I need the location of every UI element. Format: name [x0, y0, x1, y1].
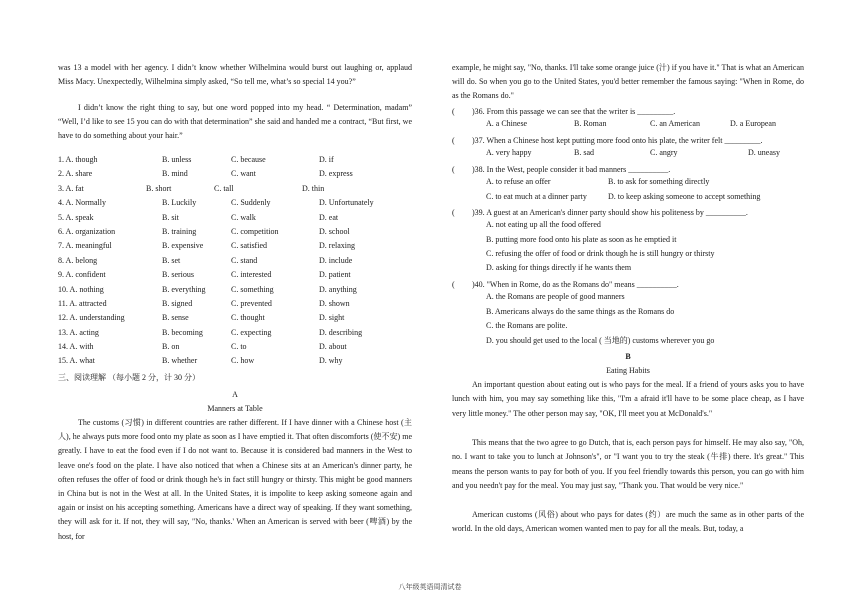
cloze-intro-p1-text: was 13 a model with her agency. I didn’t know whether Wilhelmina would burst out laughing or, applaud Miss Macy. Unexpectedly, Wilhelmina simply asked, “So tell me, what’s so special 14 you?”: [58, 63, 412, 86]
option-b: B. sit: [162, 212, 179, 222]
option-c: C. competition: [231, 226, 279, 236]
choice-c[interactable]: C. refusing the offer of food or drink though he is still hungry or thirsty: [486, 248, 715, 258]
option-row: [58, 239, 412, 253]
option-c: C. satisfied: [231, 241, 267, 251]
choice-d[interactable]: D. uneasy: [748, 148, 780, 158]
choice-d[interactable]: D. to keep asking someone to accept something: [608, 191, 761, 201]
choice-c[interactable]: C. to eat much at a dinner party: [486, 191, 587, 201]
option-row: [58, 268, 412, 282]
option-a: 1. A. though: [58, 155, 98, 164]
option-row: [58, 326, 412, 340]
question-stem: )37. When a Chinese host kept putting more food onto his plate, the writer felt _________.: [472, 136, 763, 145]
choice-a[interactable]: A. to refuse an offer: [486, 177, 551, 187]
passage-b-title: Eating Habits: [606, 366, 650, 375]
option-a: 15. A. what: [58, 356, 95, 366]
option-c: C. prevented: [231, 298, 272, 308]
option-a: 11. A. attracted: [58, 298, 107, 308]
question-39: [452, 206, 804, 277]
choice-a[interactable]: A. a Chinese: [486, 119, 528, 129]
option-b: B. unless: [162, 155, 192, 164]
answer-bracket[interactable]: (: [452, 165, 455, 174]
option-d: D. school: [319, 226, 350, 236]
option-a: 4. A. Normally: [58, 198, 106, 208]
option-row: [58, 182, 412, 196]
choice-b[interactable]: B. Americans always do the same things as the Romans do: [486, 306, 675, 316]
passage-a-letter: A: [232, 390, 238, 399]
option-a: 10. A. nothing: [58, 284, 104, 294]
section-heading: 三、阅读理解 （每小题 2 分，计 30 分）: [58, 373, 200, 382]
option-c: C. stand: [231, 255, 258, 265]
option-c: C. how: [231, 356, 255, 366]
option-row: [58, 254, 412, 268]
option-a: 9. A. confident: [58, 270, 106, 280]
option-b: B. short: [146, 183, 172, 193]
option-a: 5. A. speak: [58, 212, 94, 222]
choice-b[interactable]: B. sad: [574, 148, 594, 158]
option-d: D. about: [319, 342, 347, 352]
option-row: [58, 211, 412, 225]
choice-c[interactable]: C. an American: [650, 119, 700, 129]
option-c: C. thought: [231, 313, 265, 323]
option-row: [58, 354, 412, 368]
option-b: B. serious: [162, 270, 194, 280]
option-d: D. sight: [319, 313, 345, 323]
choice-a[interactable]: A. not eating up all the food offered: [486, 220, 601, 230]
passage-b-p1: An important question about eating out is who pays for the meal. If a friend of yours asks you to have lunch with him, you may say something like this, "I'm a afraid it'll have to be some place cheap, as I have very little money." The other person may say, "OK, I'll meet you at McDonald's.": [452, 380, 804, 418]
choice-d[interactable]: D. you should get used to the local ( 当地的) customs wherever you go: [486, 336, 715, 346]
option-row: [58, 297, 412, 311]
option-d: D. Unfortunately: [319, 198, 374, 208]
question-stem: )39. A guest at an American's dinner party should show his politeness by __________.: [472, 208, 748, 217]
option-a: 7. A. meaningful: [58, 241, 112, 251]
option-b: B. set: [162, 255, 181, 265]
choice-row: [452, 192, 804, 206]
option-a: 2. A. share: [58, 169, 93, 179]
question-stem: )36. From this passage we can see that the writer is _________.: [472, 107, 676, 116]
option-b: B. mind: [162, 169, 188, 179]
passage-b-p3: American customs (风俗) about who pays for dates (约）are much the same as in other parts of the world. In the old days, American women wanted men to pay for all the meals. But, today, a: [452, 510, 804, 534]
option-c: C. because: [231, 155, 266, 164]
option-b: B. everything: [162, 284, 206, 294]
option-c: C. expecting: [231, 327, 272, 337]
choice-row: [452, 148, 804, 162]
option-c: C. Suddenly: [231, 198, 271, 208]
option-a: 12. A. understanding: [58, 313, 125, 323]
option-d: D. describing: [319, 327, 363, 337]
answer-bracket[interactable]: (: [452, 136, 455, 145]
option-b: B. signed: [162, 298, 193, 308]
option-a: 6. A. organization: [58, 226, 116, 236]
option-a: 3. A. fat: [58, 183, 84, 193]
cloze-intro-p2: [58, 101, 412, 143]
choice-row: [452, 177, 804, 191]
choice-a[interactable]: A. the Romans are people of good manners: [486, 292, 625, 302]
question-40: [452, 278, 804, 349]
question-37: [452, 134, 804, 163]
option-b: B. Luckily: [162, 198, 197, 208]
option-row: [58, 167, 412, 181]
option-d: D. relaxing: [319, 241, 355, 251]
option-b: B. whether: [162, 356, 198, 366]
option-row: [58, 311, 412, 325]
cloze-intro-p1: [58, 61, 412, 89]
option-b: B. training: [162, 226, 197, 236]
option-d: D. eat: [319, 212, 339, 222]
option-d: D. thin: [302, 183, 325, 193]
passage-a-body: The customs (习惯) in different countries are rather different. If I have dinner with a Chinese host (主人), he always puts more food onto my plate as soon as I have emptied it. That often discomforts (使不安) me greatly. I have to eat the food even if I do not want to. Because it is considered bad manners in the West to leave one's food on the plate. I have also noticed that when a Chinese sits at an American's dinner party, he often refuses the offer of food or drink though he's in fact still hungry or thirsty. This might be good manners in China but is not in the West at all. In the United States, it is impolite to keep asking someone again and again or insist on his accepting something. Americans have a direct way of speaking. If they want something, they will ask for it. If not, they will say, "No, thanks.' When an American is served with beer (啤酒) by the host, for: [58, 418, 412, 541]
page-footer: 八年级英语周清试卷: [398, 583, 462, 591]
answer-bracket[interactable]: (: [452, 280, 455, 289]
option-row: [58, 283, 412, 297]
choice-b[interactable]: B. putting more food onto his plate as soon as he emptied it: [486, 234, 677, 244]
choice-a[interactable]: A. very happy: [486, 148, 532, 158]
option-d: D. express: [319, 169, 353, 179]
option-b: B. becoming: [162, 327, 203, 337]
passage-b-letter: B: [625, 352, 631, 361]
question-stem: )38. In the West, people consider it bad manners __________.: [472, 165, 671, 174]
choice-b[interactable]: B. to ask for something directly: [608, 177, 710, 187]
choice-d[interactable]: D. asking for things directly if he wants them: [486, 263, 632, 273]
choice-c[interactable]: C. the Romans are polite.: [486, 320, 568, 330]
choice-c[interactable]: C. angry: [650, 148, 678, 158]
choice-row: [452, 119, 804, 133]
option-d: D. patient: [319, 270, 351, 280]
option-row: [58, 153, 412, 167]
passage-b-p2: This means that the two agree to go Dutch, that is, each person pays for himself. He may also say, "Oh, no. I want to take you to lunch at Johnson's", or "I want you to try the steak (牛排) there. It's great." This means the person wants to pay for both of you. If you feel friendly towards this person, you can go with him and you needn't pay for the meal. You may just say, "Thank you. That would be very nice.": [452, 438, 804, 490]
question-stem: )40. "When in Rome, do as the Romans do" means __________.: [472, 280, 679, 289]
option-a: 8. A. belong: [58, 255, 98, 265]
option-c: C. tall: [214, 183, 234, 193]
passage-a-continued: example, he might say, "No, thanks. I'll take some orange juice (汁) if you have it." That is what an American will do. So when you go to the United States, you'd better remember the famous saying: "When in Rome, do as the Romans do.": [452, 63, 804, 100]
option-d: D. why: [319, 356, 343, 366]
passage-a-title: Manners at Table: [207, 404, 263, 413]
option-d: D. anything: [319, 284, 357, 294]
option-d: D. shown: [319, 298, 350, 308]
option-d: D. include: [319, 255, 353, 265]
question-38: [452, 163, 804, 206]
option-a: 13. A. acting: [58, 327, 99, 337]
option-b: B. expensive: [162, 241, 204, 251]
cloze-options-list: [58, 153, 412, 369]
option-b: B. on: [162, 342, 180, 352]
answer-bracket[interactable]: (: [452, 208, 455, 217]
option-row: [58, 340, 412, 354]
option-row: [58, 225, 412, 239]
option-b: B. sense: [162, 313, 189, 323]
option-a: 14. A. with: [58, 342, 94, 352]
option-c: C. something: [231, 284, 274, 294]
option-row: [58, 196, 412, 210]
option-c: C. interested: [231, 270, 272, 280]
answer-bracket[interactable]: (: [452, 107, 455, 116]
question-36: [452, 105, 804, 134]
option-c: C. walk: [231, 212, 256, 222]
option-c: C. to: [231, 342, 247, 352]
choice-d[interactable]: D. a European: [730, 119, 776, 129]
option-c: C. want: [231, 169, 256, 179]
cloze-intro-p2-text: I didn’t know the right thing to say, but one word popped into my head. “ Determination, madam” “Well, I’d like to see 15 you can do with that determination” she said and handed me a contract, “But first, we have to do something about your hair.”: [58, 103, 412, 140]
option-d: D. if: [319, 155, 334, 164]
choice-b[interactable]: B. Roman: [574, 119, 607, 129]
